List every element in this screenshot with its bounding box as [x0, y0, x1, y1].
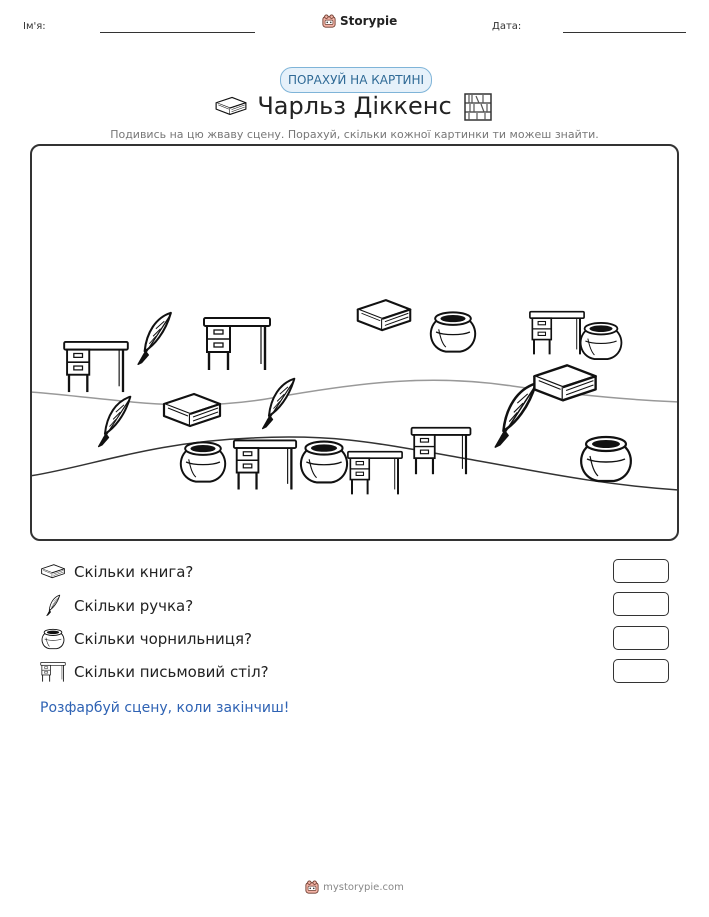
- date-label: Дата:: [492, 21, 522, 32]
- desk-icon: [530, 312, 584, 355]
- brand-logo: [322, 14, 397, 28]
- ink-pot-icon: [181, 442, 225, 481]
- answer-box-desk[interactable]: [613, 659, 669, 683]
- brand-name: Storypie: [340, 14, 398, 28]
- feather-pen-icon: [40, 594, 66, 618]
- desk-icon: [412, 428, 471, 474]
- name-line[interactable]: [100, 32, 255, 33]
- page-subtitle: Подивись на цю жваву сцену. Порахуй, скільки кожної картинки ти можеш знайти.: [110, 128, 599, 141]
- book-icon: [358, 300, 411, 330]
- desk-icon: [204, 318, 270, 370]
- question-text: Скільки письмовий стіл?: [74, 663, 269, 681]
- desk-icon: [40, 661, 66, 683]
- storypie-logo-icon: [322, 14, 336, 28]
- counting-scene: [30, 144, 679, 541]
- ink-pot-icon: [301, 442, 347, 483]
- date-line[interactable]: [563, 32, 686, 33]
- question-row-desk: [40, 659, 269, 685]
- feather-pen-icon: [495, 383, 535, 447]
- storypie-logo-icon: [305, 880, 319, 894]
- feather-pen-icon: [263, 379, 295, 429]
- answer-box-ink-pot[interactable]: [613, 626, 669, 650]
- ink-pot-icon: [581, 323, 622, 359]
- footer: [0, 880, 709, 894]
- book-icon: [164, 394, 220, 426]
- answer-box-pen[interactable]: [613, 592, 669, 616]
- worksheet-badge: ПОРАХУЙ НА КАРТИНІ: [280, 67, 432, 93]
- question-text: Скільки книга?: [74, 563, 194, 581]
- question-row-book: [40, 559, 193, 585]
- question-row-pen: [40, 593, 193, 619]
- desk-icon: [234, 440, 296, 489]
- color-instruction: Розфарбуй сцену, коли закінчиш!: [40, 700, 290, 716]
- feather-pen-icon: [138, 313, 171, 365]
- page-title: Чарльз Діккенс: [257, 92, 452, 120]
- name-label: Ім'я:: [23, 21, 46, 32]
- footer-url[interactable]: mystorypie.com: [323, 881, 404, 893]
- bookshelf-icon: [462, 92, 494, 122]
- feather-pen-icon: [99, 397, 131, 447]
- ink-pot-icon: [40, 628, 66, 650]
- ink-pot-icon: [431, 312, 475, 351]
- desk-icon: [348, 452, 402, 495]
- ink-pot-icon: [581, 437, 631, 481]
- book-icon: [40, 563, 66, 581]
- scene-illustration: [32, 146, 677, 539]
- answer-box-book[interactable]: [613, 559, 669, 583]
- desk-icon: [64, 342, 128, 392]
- question-text: Скільки чорнильниця?: [74, 630, 253, 648]
- question-text: Скільки ручка?: [74, 597, 194, 615]
- question-row-ink-pot: [40, 626, 252, 652]
